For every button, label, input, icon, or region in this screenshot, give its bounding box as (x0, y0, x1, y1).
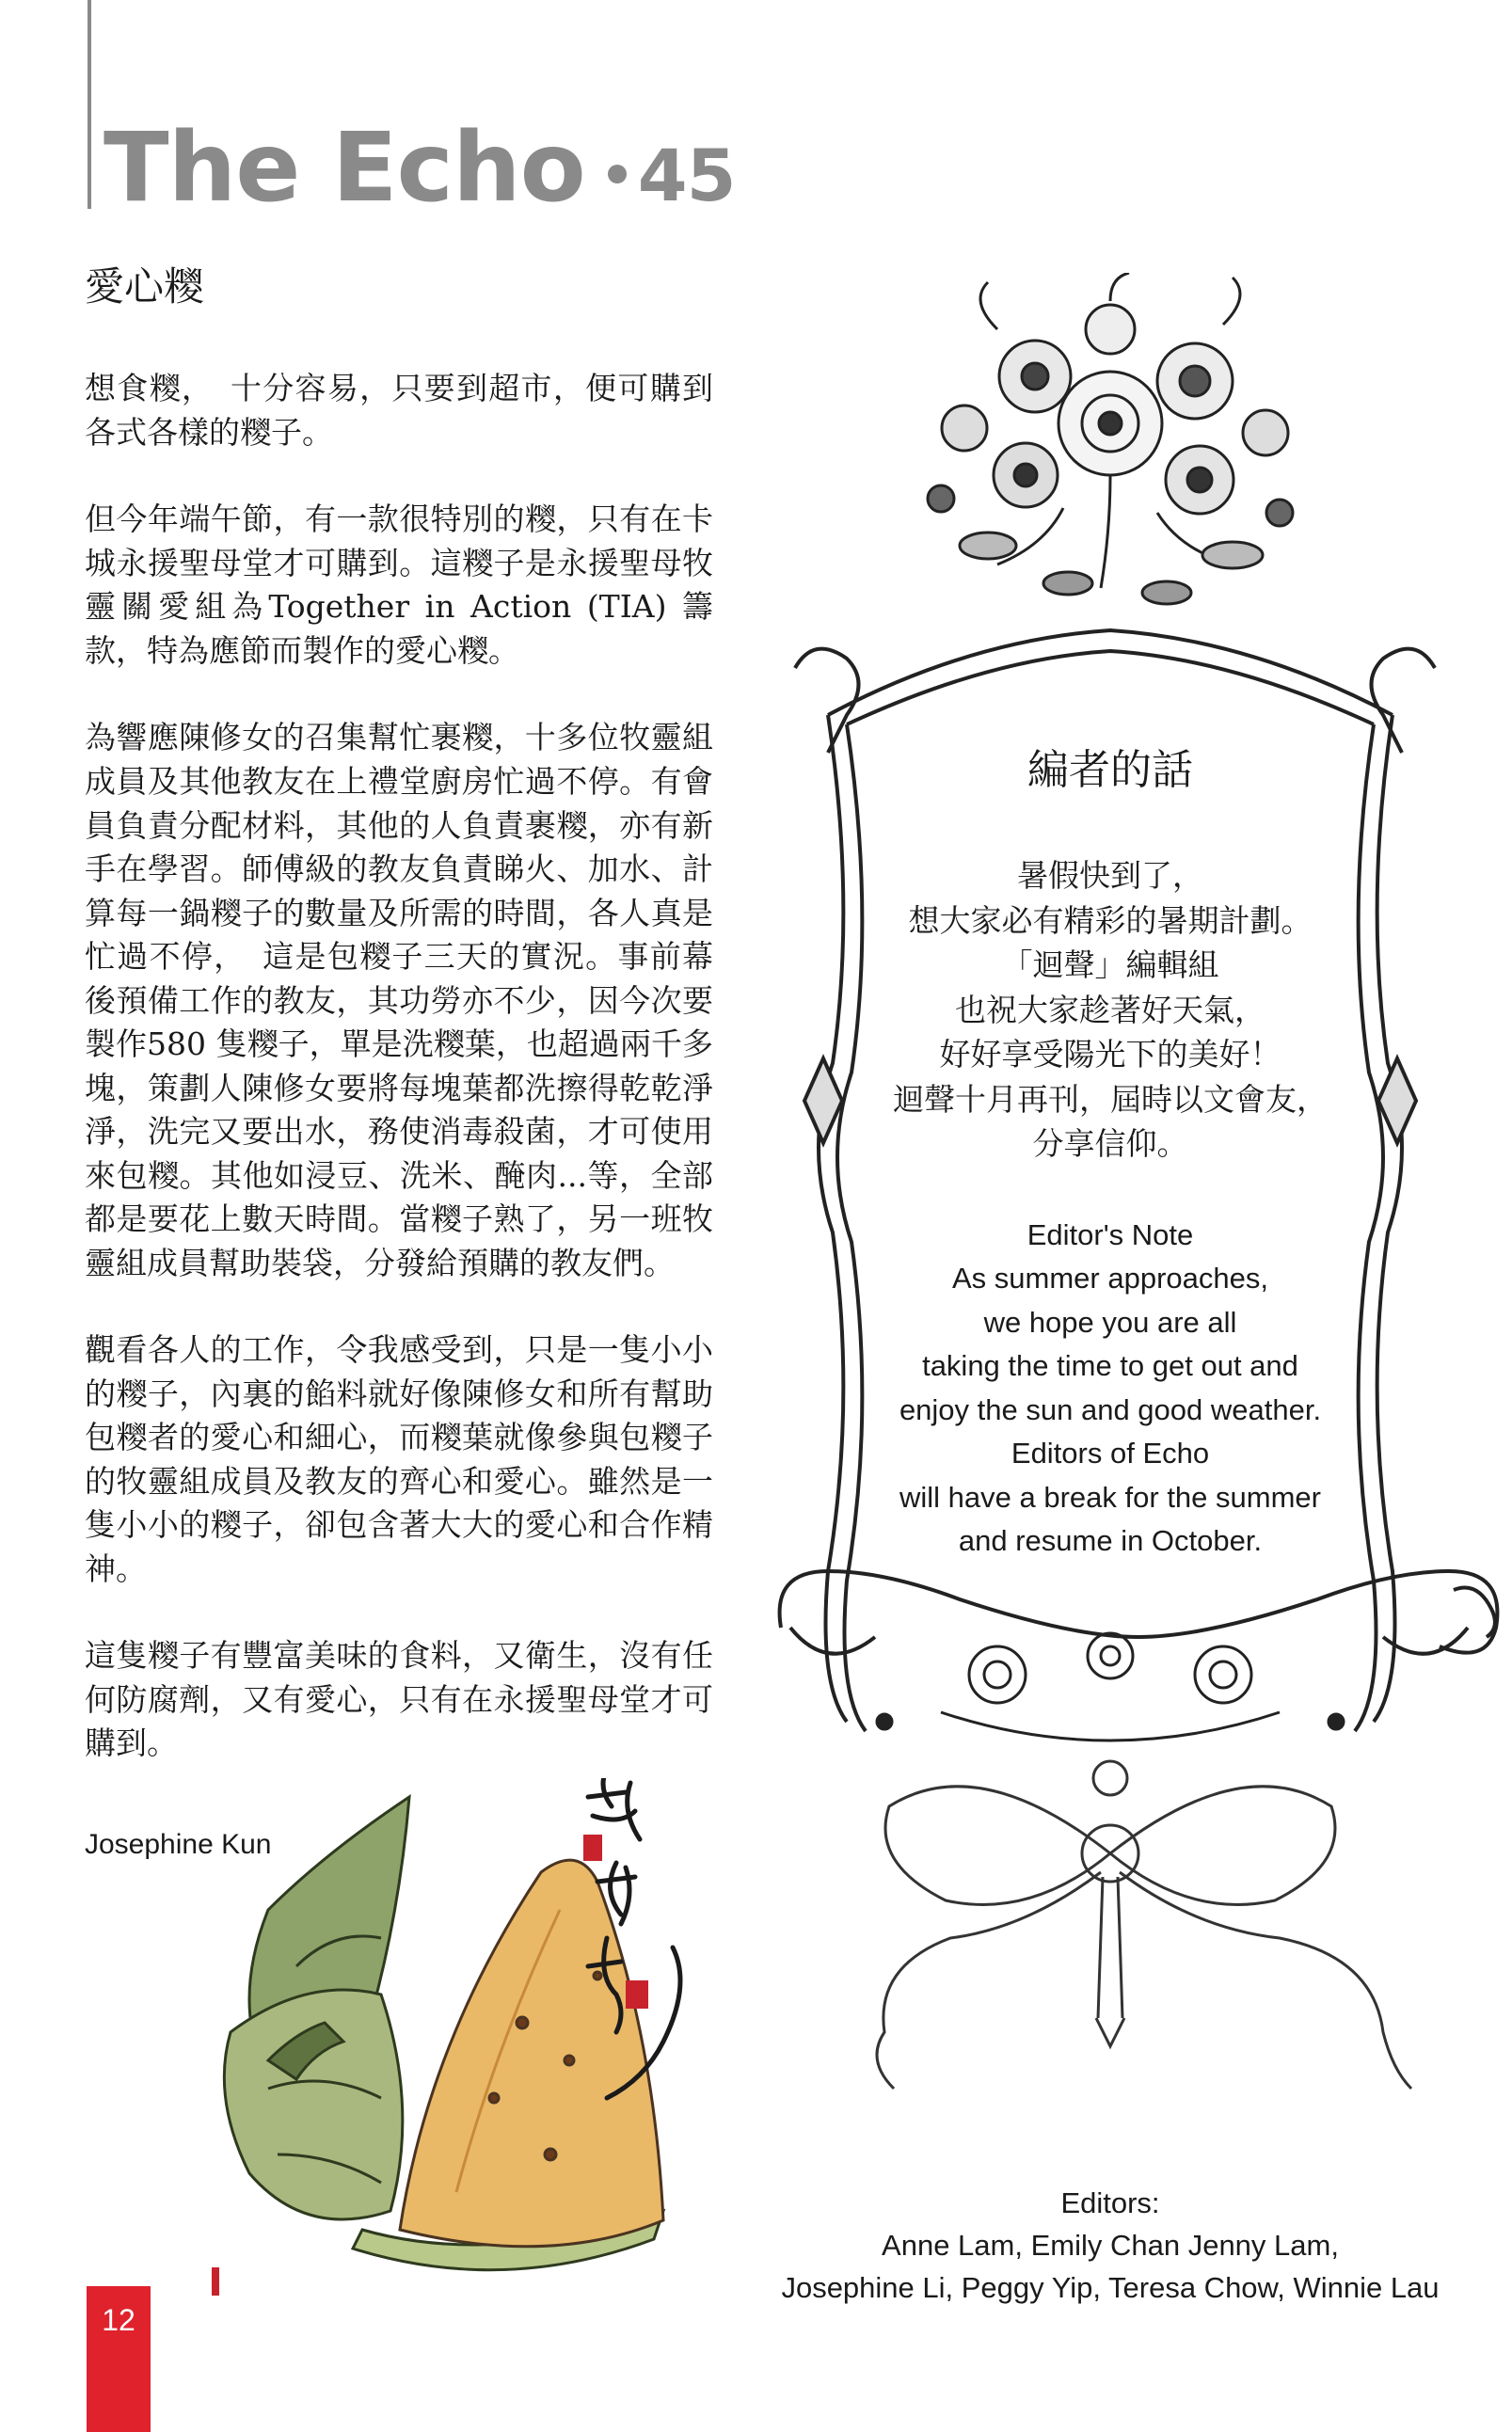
masthead-rule (88, 0, 91, 209)
editors-credit (781, 2183, 1440, 2310)
editor-note (847, 743, 1374, 1564)
masthead-dot (608, 165, 627, 183)
issue-number: 45 (637, 134, 736, 217)
page-number: 12 (102, 2303, 135, 2337)
editor-note-en-line: will have a break for the summer (899, 1480, 1321, 1514)
editors-label: Editors: (1060, 2186, 1160, 2219)
editor-note-en-line: we hope you are all (983, 1305, 1237, 1339)
editor-note-zh-line: 好好享受陽光下的美好！ (939, 1036, 1281, 1073)
editor-note-en-line: Editor's Note (1027, 1217, 1194, 1251)
editor-note-zh-line: 分享信仰。 (1032, 1125, 1188, 1163)
editor-note-en-line: Editors of Echo (1011, 1437, 1210, 1470)
editor-note-zh-line: 迴聲十月再刊，屆時以文會友， (893, 1080, 1328, 1118)
seal-stamp-icon (626, 1980, 648, 2009)
article-paragraph-2: 但今年端午節，有一款很特別的糭，只有在卡城永援聖母堂才可購到。這糭子是永援聖母牧靈關愛組為Together in Action (TIA) 籌款，特為應節而製作的愛心糭。 (85, 501, 713, 669)
article-paragraph-3: 為響應陳修女的召集幫忙裹糭，十多位牧靈組成員及其他教友在上禮堂廚房忙過不停。有會員負責分配材料，其他的人負責裹糭，亦有新手在學習。師傅級的教友負責睇火、加水、計算每一鍋糭子的數量及所需的時間，各人真是忙過不停， 這是包糭子三天的實況。事前幕後預備工作的教友，其功勞亦不少，因今次要製作580 隻糭子，單是洗糭葉，也超過兩千多塊，策劃人陳修女要將每塊葉都洗擦得乾乾淨淨，洗完又要出水，務使消毒殺菌，才可使用來包糭。其他如浸豆、洗米、醃肉...等，全部都是要花上數天時間。當糭子熟了，另一班牧靈組成員幫助裝袋，分發給預購的教友們。 (85, 719, 713, 1281)
editor-note-zh-line: 也祝大家趁著好天氣， (955, 991, 1265, 1028)
article-paragraph-1: 想食糭， 十分容易，只要到超市，便可購到各式各樣的糭子。 (85, 370, 713, 451)
editors-line: Josephine Li, Peggy Yip, Teresa Chow, Winnie Lau (781, 2270, 1440, 2304)
scroll-ornament (877, 1633, 1344, 1741)
seal-stamp-icon (212, 2267, 219, 2296)
ribbon-bow-icon (877, 1761, 1411, 2089)
zongzi-illustration (212, 1778, 720, 2305)
seal-stamp-icon (583, 1835, 602, 1861)
editor-note-en-line: and resume in October. (958, 1524, 1263, 1558)
article-paragraph-5: 這隻糭子有豐富美味的食料，又衛生，沒有任何防腐劑，又有愛心，只有在永援聖母堂才可購到。 (85, 1637, 713, 1762)
editor-note-zh-line: 暑假快到了， (1017, 857, 1203, 895)
editor-note-chinese (847, 853, 1374, 1167)
masthead (103, 112, 736, 224)
editor-note-en-line: enjoy the sun and good weather. (899, 1392, 1322, 1426)
article-author: Josephine Kun (85, 1829, 272, 1860)
editor-note-english (847, 1214, 1374, 1564)
article-title: 愛心糭 (85, 263, 204, 310)
article-paragraph-4: 觀看各人的工作，令我感受到，只是一隻小小的糭子，內裏的餡料就好像陳修女和所有幫助包糭者的愛心和細心，而糭葉就像參與包糭子的牧靈組成員及教友的齊心和愛心。雖然是一隻小小的糭子，卻包含著大大的愛心和合作精神。 (85, 1331, 713, 1587)
editor-note-en-line: taking the time to get out and (922, 1349, 1298, 1383)
article (85, 263, 713, 1809)
editor-note-zh-line: 「迴聲」編輯組 (1001, 946, 1219, 984)
editor-note-zh-line: 想大家必有精彩的暑期計劃。 (908, 901, 1313, 939)
editor-note-en-line: As summer approaches, (952, 1262, 1268, 1295)
editor-note-title: 編者的話 (1027, 746, 1193, 794)
flower-bouquet-icon (928, 273, 1293, 604)
masthead-title: The Echo (103, 112, 585, 224)
editors-line: Anne Lam, Emily Chan Jenny Lam, (882, 2228, 1339, 2262)
